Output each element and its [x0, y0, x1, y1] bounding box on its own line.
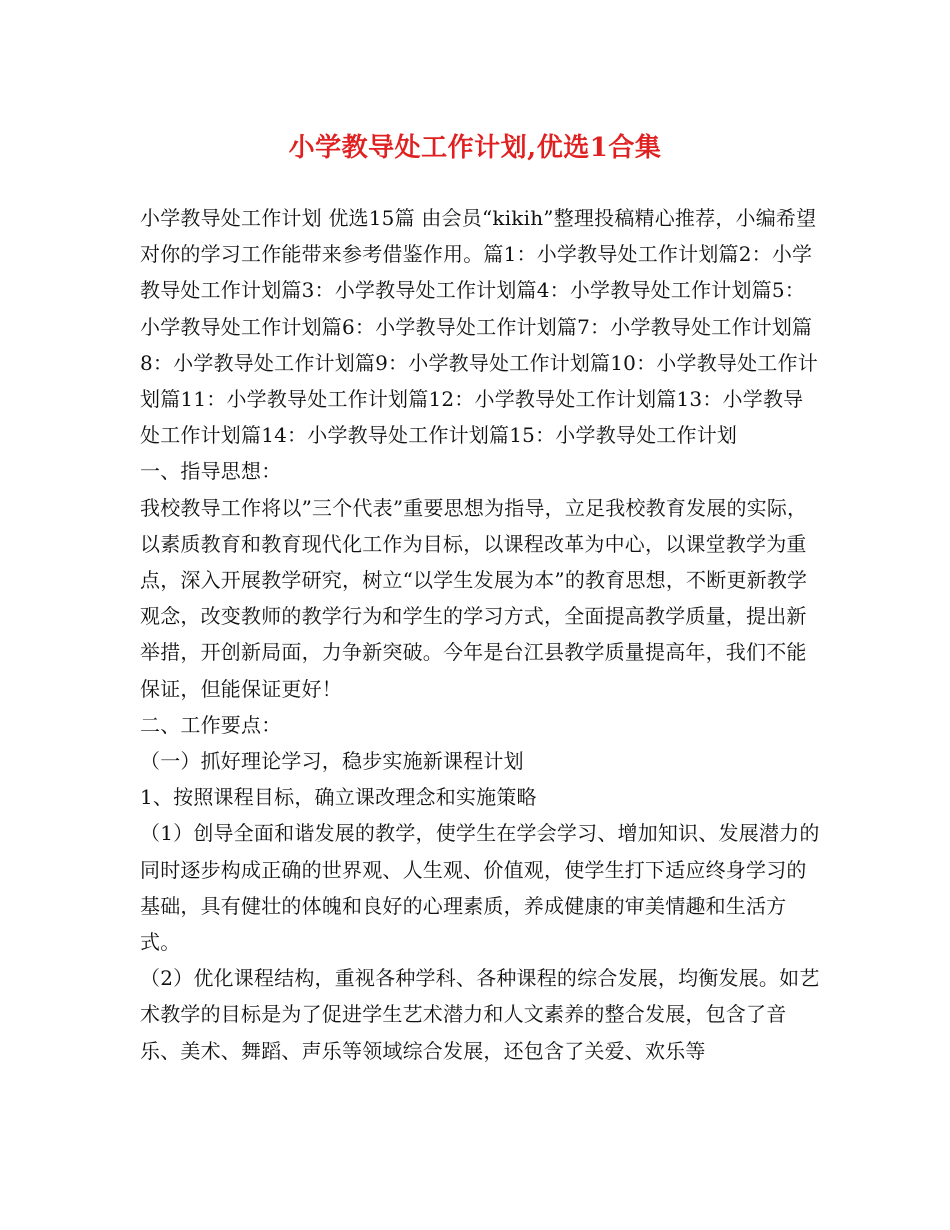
subsection-heading-theory-study: （一）抓好理论学习，稳步实施新课程计划: [140, 749, 524, 774]
guiding-ideology-paragraph: 我校教导工作将以”三个代表”重要思想为指导，立足我校教育发展的实际，以素质教育和教育现代化工作为目标，以课程改革为中心，以课堂教学为重点，深入开展教学研究，树立“以学生发展为本”的教育思想，不断更新教学观念，改变教师的教学行为和学生的学习方式，全面提高教学质量，提出新举措，开创新局面，力争新突破。今年是台江县教学质量提高年，我们不能保证，但能保证更好！: [140, 495, 808, 701]
item-paragraph-1: （1）创导全面和谐发展的教学，使学生在学会学习、增加知识、发展潜力的同时逐步构成正确的世界观、人生观、价值观，使学生打下适应终身学习的基础，具有健壮的体魄和良好的心理素质，养成健康的审美情趣和生活方式。: [140, 821, 820, 955]
section-heading-work-points: 二、工作要点：: [140, 712, 282, 737]
document-body: [140, 200, 820, 1069]
item-paragraph-2: （2）优化课程结构，重视各种学科、各种课程的综合发展，均衡发展。如艺术教学的目标是为了促进学生艺术潜力和人文素养的整合发展，包含了音乐、美术、舞蹈、声乐等领域综合发展，还包含了关爱、欢乐等: [140, 966, 820, 1063]
section-heading-guiding-ideology: 一、指导思想：: [140, 459, 282, 484]
item-heading-course-goals: 1、按照课程目标，确立课改理念和实施策略: [140, 785, 537, 810]
intro-paragraph: 小学教导处工作计划 优选15篇 由会员“kikih”整理投稿精心推荐，小编希望对你的学习工作能带来参考借鉴作用。篇1：小学教导处工作计划篇2：小学教导处工作计划篇3：小学教导处工作计划篇4：小学教导处工作计划篇5：小学教导处工作计划篇6：小学教导处工作计划篇7：小学教导处工作计划篇8：小学教导处工作计划篇9：小学教导处工作计划篇10：小学教导处工作计划篇11：小学教导处工作计划篇12：小学教导处工作计划篇13：小学教导处工作计划篇14：小学教导处工作计划篇15：小学教导处工作计划: [140, 206, 818, 448]
document-title: 小学教导处工作计划,优选1合集: [288, 133, 662, 163]
